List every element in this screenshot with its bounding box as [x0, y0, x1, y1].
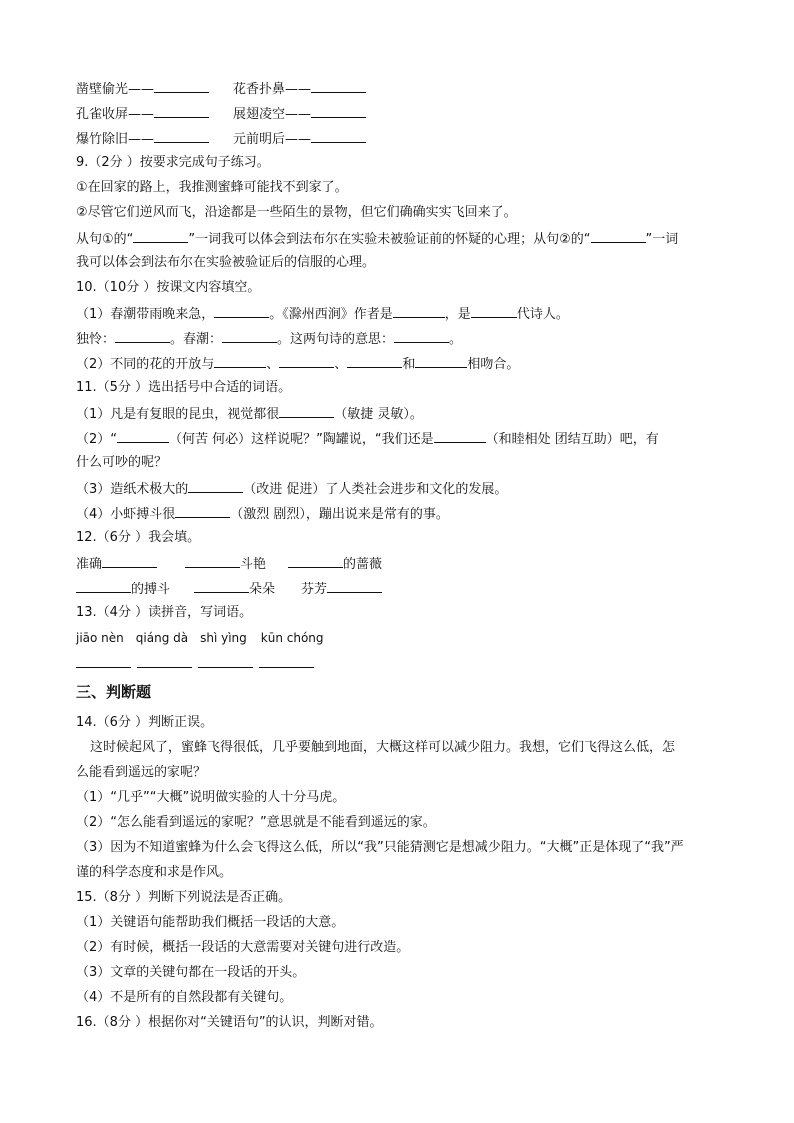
pinyin-text: kūn chóng	[260, 631, 324, 645]
question-15-heading: 15.（8分 ）判断下列说法是否正确。	[76, 890, 292, 905]
prompt-text: （3）造纸术极大的	[76, 482, 189, 497]
answer-blank[interactable]	[175, 503, 230, 518]
idiom-text: 花香扑鼻——	[233, 82, 312, 97]
answer-blank[interactable]	[311, 128, 366, 143]
question-14-item-2: （2）“怎么能看到遥远的家呢？”意思就是不能看到遥远的家。	[76, 815, 436, 830]
question-11-item-3	[76, 478, 507, 500]
answer-blank[interactable]	[194, 578, 249, 593]
pinyin-text: jiāo nèn	[76, 631, 124, 645]
prompt-text: ”一词我可以体会到法布尔在实验未被验证前的怀疑的心理；从句②的“	[188, 232, 591, 247]
answer-blank[interactable]	[222, 328, 277, 343]
question-14-passage-cont: 么能看到遥远的家呢？	[76, 765, 207, 780]
section-heading-judgment: 三、判断题	[76, 683, 152, 701]
answer-blank[interactable]	[347, 353, 402, 368]
question-11-item-4	[76, 503, 449, 525]
answer-blank[interactable]	[393, 303, 445, 318]
prompt-text: 的蔷薇	[343, 557, 383, 572]
answer-blank[interactable]	[154, 103, 209, 118]
answer-blank[interactable]	[415, 353, 467, 368]
prompt-text: 、	[334, 357, 348, 372]
prompt-text: 。春潮：	[170, 332, 223, 347]
prompt-text: （1）凡是有复眼的昆虫，视觉都很	[76, 407, 280, 422]
question-9-prompt-cont: 我可以体会到法布尔在实验被验证后的信服的心理。	[76, 255, 376, 270]
idiom-text: 展翅凌空——	[233, 107, 312, 122]
question-12-heading: 12.（6分 ）我会填。	[76, 530, 201, 545]
answer-blank[interactable]	[137, 653, 192, 668]
prompt-text: 。这两句诗的意思：	[277, 332, 395, 347]
answer-blank[interactable]	[198, 653, 253, 668]
answer-blank[interactable]	[133, 228, 188, 243]
answer-blank[interactable]	[188, 478, 243, 493]
answer-blank[interactable]	[102, 553, 157, 568]
answer-blank[interactable]	[115, 328, 170, 343]
answer-blank[interactable]	[154, 128, 209, 143]
prompt-text: 从句①的“	[76, 232, 134, 247]
question-14-passage: 这时候起风了，蜜蜂飞得很低，几乎要触到地面，大概这样可以减少阻力。我想，它们飞得这么低，怎	[90, 740, 676, 755]
prompt-text: 芬芳	[301, 582, 328, 597]
question-13-pinyin-row	[76, 628, 324, 648]
prompt-text: （2）不同的花的开放与	[76, 357, 215, 372]
question-10-line-1	[76, 303, 569, 325]
idiom-row-3	[76, 128, 366, 150]
question-9-sentence-2: ②尽管它们逆风而飞，沿途都是一些陌生的景物，但它们确确实实飞回来了。	[76, 205, 517, 220]
idiom-text: 元前明后——	[233, 132, 312, 147]
idiom-row-1	[76, 78, 366, 100]
question-10-heading: 10.（10分 ）按课文内容填空。	[76, 280, 261, 295]
question-15-item-1: （1）关键语句能帮助我们概括一段话的大意。	[76, 915, 345, 930]
answer-blank[interactable]	[76, 653, 131, 668]
question-13-heading: 13.（4分 ）读拼音，写词语。	[76, 605, 253, 620]
question-9-prompt	[76, 228, 678, 250]
answer-blank[interactable]	[185, 553, 240, 568]
prompt-text: 独怜：	[76, 332, 116, 347]
answer-blank[interactable]	[214, 303, 269, 318]
prompt-text: （何苦 何必）这样说呢？”陶罐说，“我们还是	[169, 432, 434, 447]
question-15-item-4: （4）不是所有的自然段都有关键句。	[76, 990, 293, 1005]
question-9-heading: 9.（2分 ）按要求完成句子练习。	[76, 155, 270, 170]
question-11-item-2-cont: 什么可吵的呢？	[76, 455, 168, 470]
answer-blank[interactable]	[434, 428, 486, 443]
prompt-text: ，是	[444, 307, 471, 322]
prompt-text: 和	[402, 357, 416, 372]
prompt-text: 相吻合。	[467, 357, 520, 372]
answer-blank[interactable]	[327, 578, 382, 593]
question-11-item-1	[76, 403, 423, 425]
answer-blank[interactable]	[279, 353, 334, 368]
question-15-item-3: （3）文章的关键句都在一段话的开头。	[76, 965, 306, 980]
prompt-text: （敏捷 灵敏）。	[334, 407, 423, 422]
pinyin-text: shì yìng	[200, 631, 247, 645]
answer-blank[interactable]	[394, 328, 449, 343]
answer-blank[interactable]	[471, 303, 517, 318]
question-14-item-3-cont: 谨的科学态度和求是作风。	[76, 865, 233, 880]
prompt-text: （4）小虾搏斗很	[76, 507, 176, 522]
answer-blank[interactable]	[591, 228, 646, 243]
question-12-row-1	[76, 553, 382, 575]
question-16-heading: 16.（8分 ）根据你对“关键语句”的认识，判断对错。	[76, 1015, 383, 1030]
prompt-text: 、	[266, 357, 280, 372]
idiom-text: 凿壁偷光——	[76, 82, 155, 97]
question-9-sentence-1: ①在回家的路上，我推测蜜蜂可能找不到家了。	[76, 180, 348, 195]
prompt-text: 朵朵	[249, 582, 276, 597]
answer-blank[interactable]	[76, 578, 131, 593]
answer-blank[interactable]	[117, 428, 169, 443]
pinyin-text: qiáng dà	[135, 631, 189, 645]
question-14-item-1: （1）“几乎”“大概”说明做实验的人十分马虎。	[76, 790, 346, 805]
question-14-heading: 14.（6分 ）判断正误。	[76, 715, 214, 730]
answer-blank[interactable]	[259, 653, 314, 668]
prompt-text: （和睦相处 团结互助）吧，有	[485, 432, 659, 447]
prompt-text: （2）“	[76, 432, 118, 447]
answer-blank[interactable]	[154, 78, 209, 93]
question-10-line-3	[76, 353, 519, 375]
question-14-item-3: （3）因为不知道蜜蜂为什么会飞得这么低，所以“我”只能猜测它是想减少阻力。“大概”正是体现了“我”严	[76, 840, 684, 855]
question-11-heading: 11.（5分 ）选出括号中合适的词语。	[76, 380, 292, 395]
prompt-text: 准确	[76, 557, 103, 572]
prompt-text: 。《滁州西涧》作者是	[269, 307, 393, 322]
question-13-blank-row	[76, 653, 314, 675]
question-11-item-2	[76, 428, 659, 450]
idiom-text: 孔雀收屏——	[76, 107, 155, 122]
idiom-row-2	[76, 103, 366, 125]
prompt-text: 斗艳	[240, 557, 267, 572]
answer-blank[interactable]	[311, 103, 366, 118]
prompt-text: ”一词	[645, 232, 679, 247]
prompt-text: 。	[449, 332, 463, 347]
prompt-text: 代诗人。	[516, 307, 569, 322]
question-10-line-2	[76, 328, 462, 350]
answer-blank[interactable]	[279, 403, 334, 418]
prompt-text: 的搏斗	[131, 582, 171, 597]
answer-blank[interactable]	[311, 78, 366, 93]
question-12-row-2	[76, 578, 382, 600]
prompt-text: （激烈 剧烈），蹦出说来是常有的事。	[230, 507, 449, 522]
answer-blank[interactable]	[214, 353, 266, 368]
idiom-text: 爆竹除旧——	[76, 132, 155, 147]
question-15-item-2: （2）有时候，概括一段话的大意需要对关键句进行改造。	[76, 940, 410, 955]
prompt-text: （改进 促进）了人类社会进步和文化的发展。	[243, 482, 508, 497]
prompt-text: （1）春潮带雨晚来急，	[76, 307, 215, 322]
answer-blank[interactable]	[288, 553, 343, 568]
